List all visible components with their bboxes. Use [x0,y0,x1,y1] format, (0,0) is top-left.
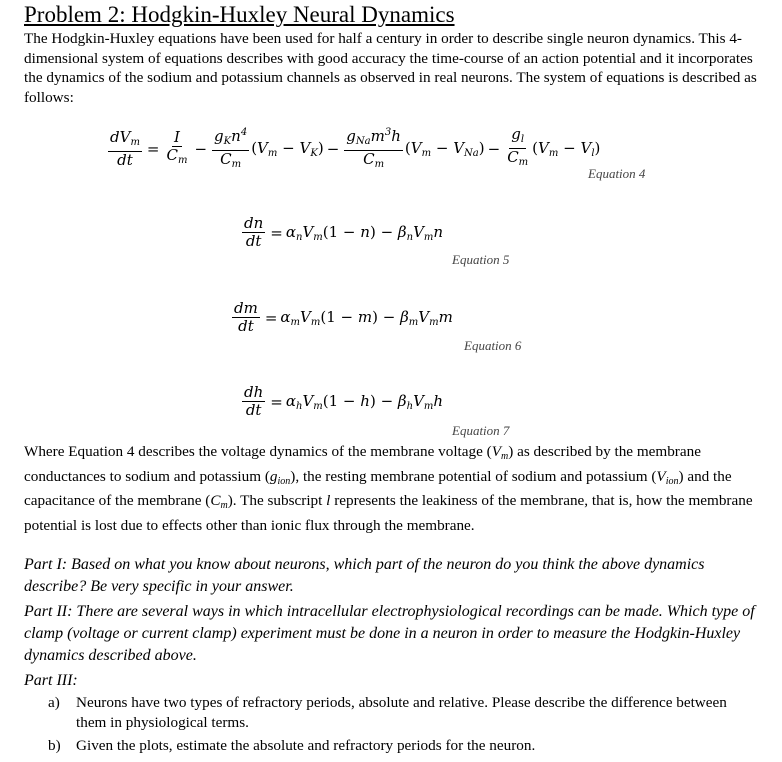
equation-7-label: Equation 7 [452,423,510,438]
equation-7: $\frac{dh}{dt}$ = $\alpha_hV_m(1 - h) - \beta_hV_mh$ [244,383,444,419]
equation-4-label: Equation 4 [588,166,646,181]
equation-5-label: Equation 5 [452,252,510,267]
intro-paragraph: The Hodgkin-Huxley equations have been used for half a century in order to describe single neuron dynamics. This 4-dimensional system of equations describes with good accuracy the time-course of an action potential and it incorporates the dynamics of the sodium and potassium channels as observed in real neurons. The system of equations is described as follows: [24,30,757,106]
problem-title: Problem 2: Hodgkin-Huxley Neural Dynamics [24,2,455,27]
list-item [48,736,748,756]
equation-6-label: Equation 6 [464,338,522,353]
equation-6: $\frac{dm}{dt}$ = $\alpha_mV_m(1 - m) - \beta_mV_mm$ [234,299,453,335]
question-part-3: Part III: [24,672,78,689]
list-item-text: Given the plots, estimate the absolute and refractory periods for the neuron. [76,737,536,754]
explanation-paragraph: Where Equation 4 describes the voltage dynamics of the membrane voltage $(V_m)$ as described by the membrane conductances to sodium and potassium $(g_{ion})$, the resting membrane potential of sodium and potassium $(V_{ion})$ and the capacitance of the membrane $(C_m)$. The subscript l represents the leakiness of the membrane, that is, how the membrane potential is lost due to effects other than ionic flux through the membrane. [24,443,753,534]
list-marker: b) [48,737,61,754]
equation-4: $\frac{dV_m}{dt}$ = $\frac{I}{C_m}$ − $\frac{g_Kn^4}{C_m}$ $(V_m - V_K)$ − $\frac{g_{Na}m^3h}{C_m}$ $(V_m - V_{Na})$ − $\frac{g_l}{C_m}$ $(V_m - V_l)$ [110,125,601,170]
question-part-2: Part II: There are several ways in which intracellular electrophysiological recordings can be made. Which type of clamp (voltage or current clamp) experiment must be done in a neuron in order to measure the Hodgkin-Huxley dynamics described above. [24,603,755,664]
list-item-text: Neurons have two types of refractory periods, absolute and relative. Please describe the difference between them in physiological terms. [76,694,727,731]
question-part-1: Part I: Based on what you know about neurons, which part of the neuron do you think the above dynamics describe? Be very specific in your answer. [24,556,705,595]
list-marker: a) [48,694,60,711]
equation-5: $\frac{dn}{dt}$ = $\alpha_nV_m(1 - n) - \beta_nV_mn$ [244,214,444,250]
list-item [48,693,748,732]
